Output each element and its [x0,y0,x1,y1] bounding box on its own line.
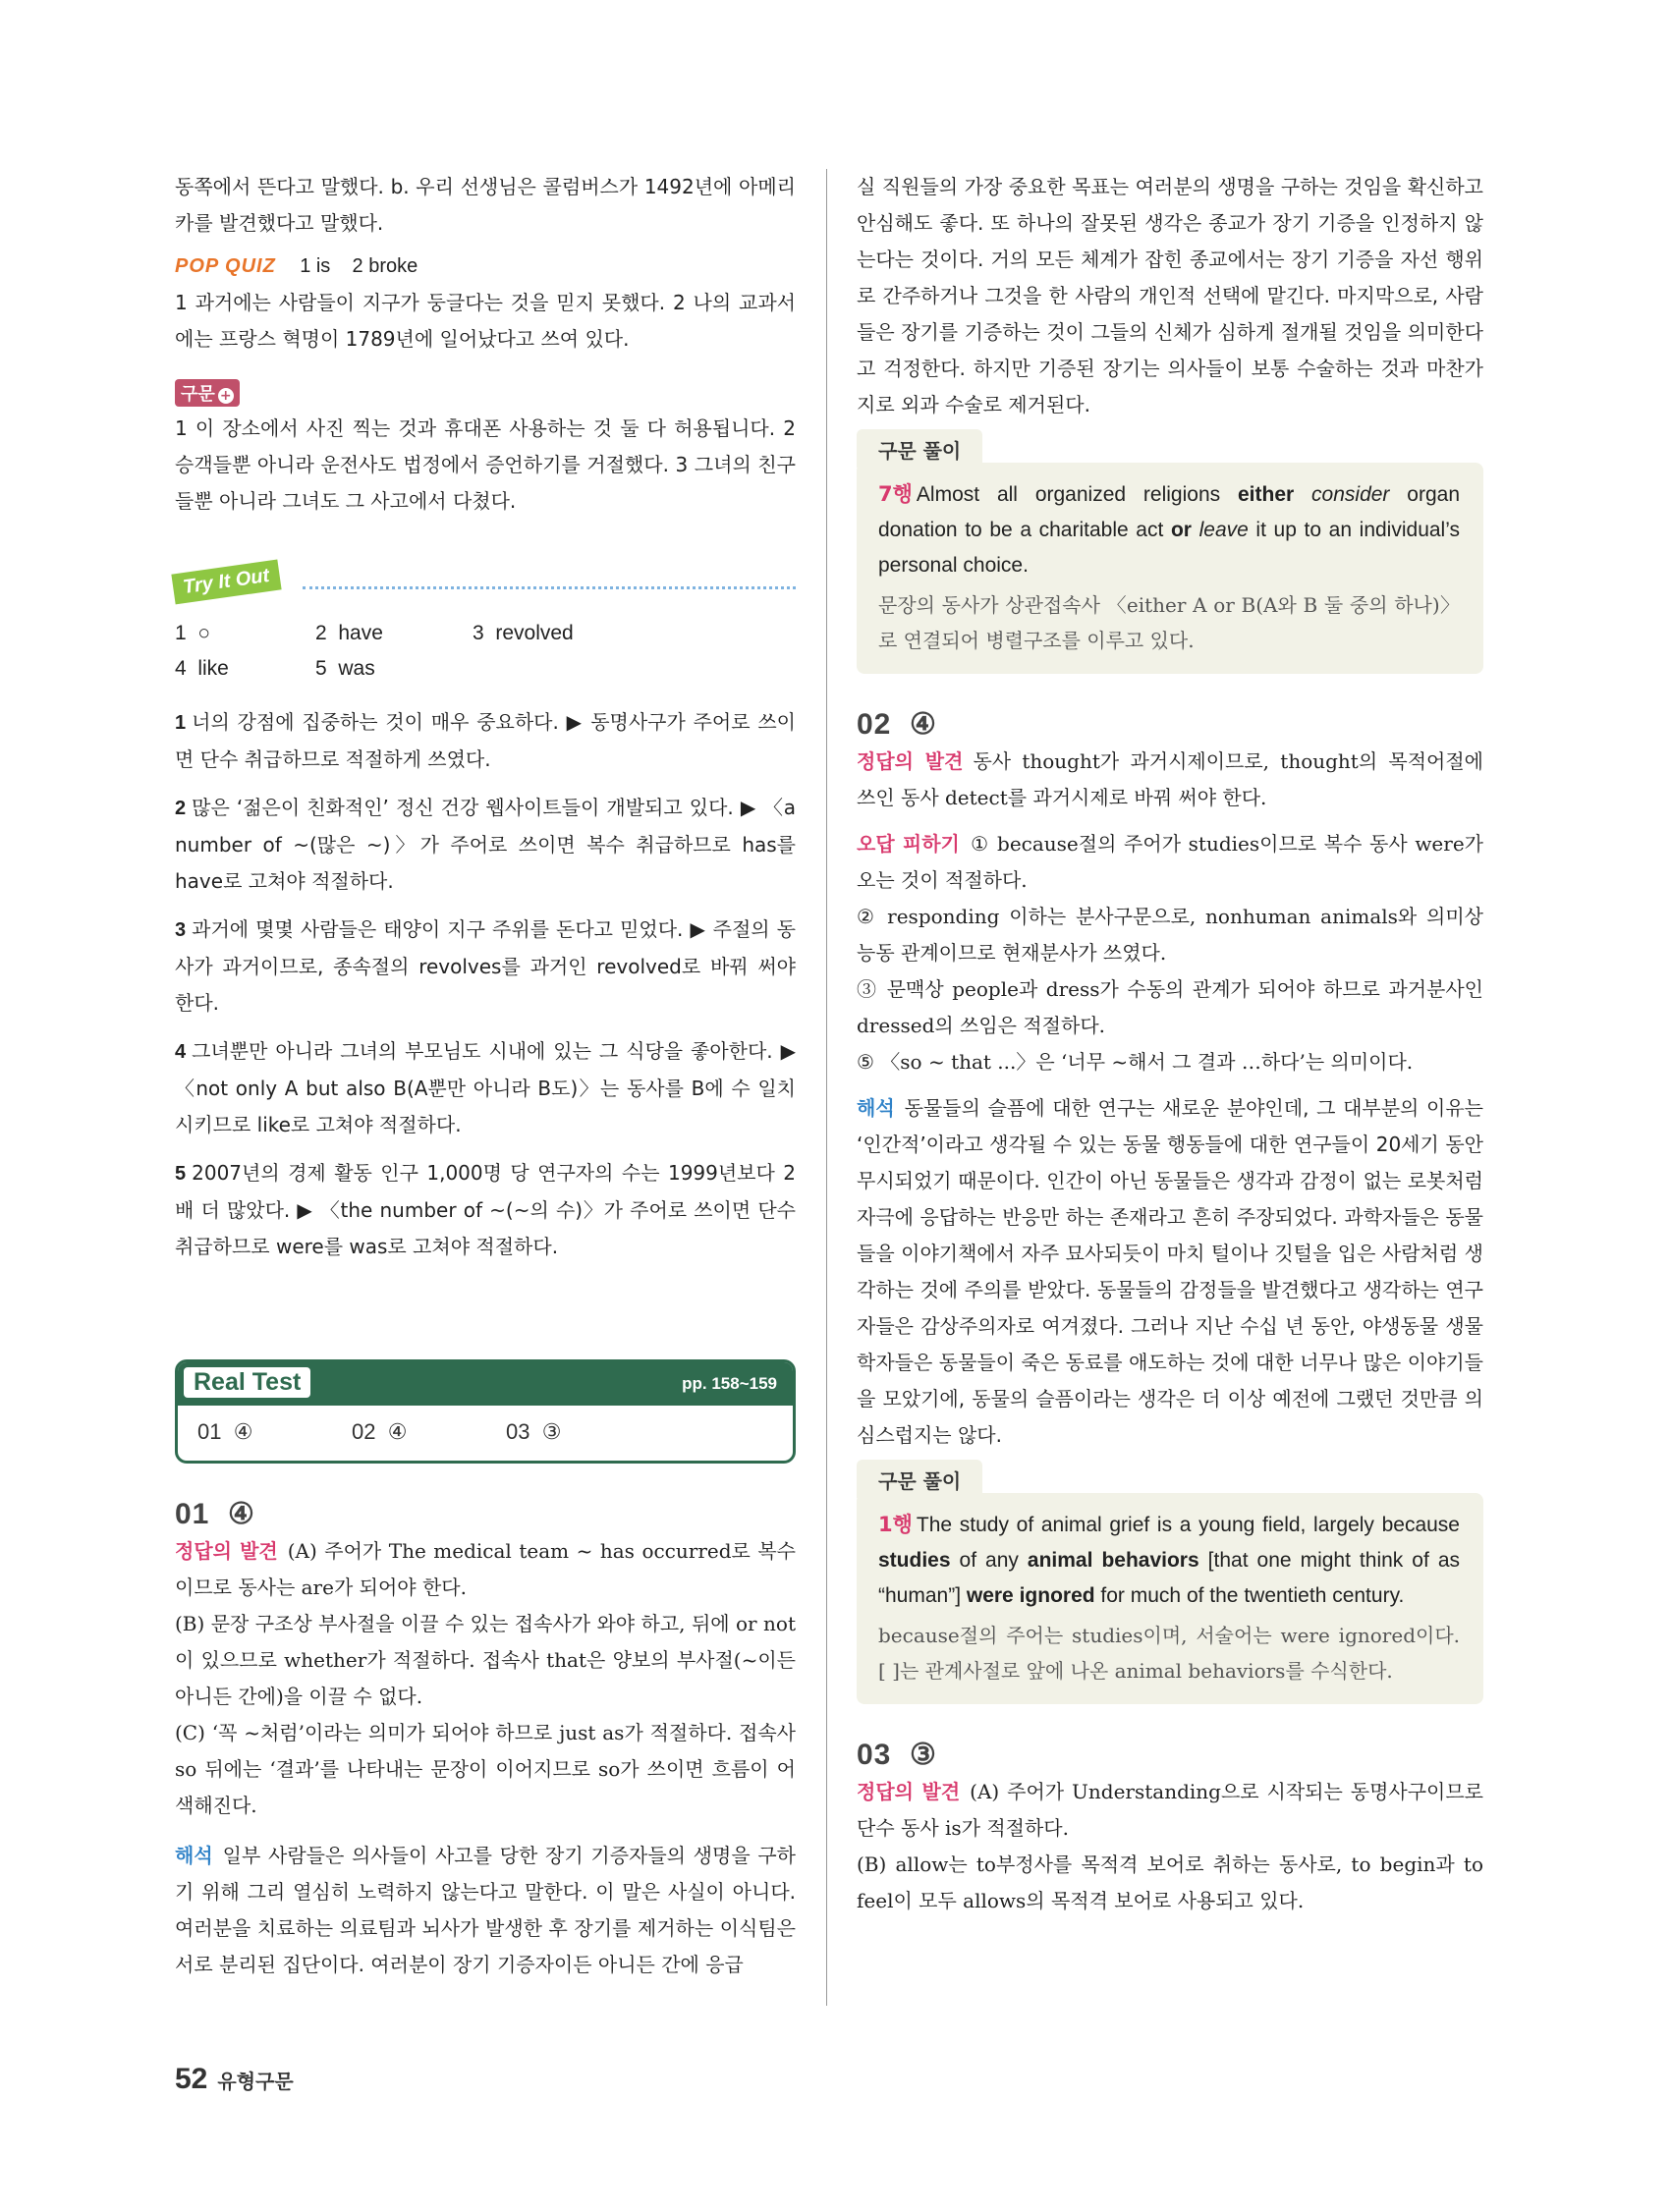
real-test-box [175,1359,796,1464]
q02-answer [857,744,1483,816]
q01-answer-c: (C) ‘꼭 ~처럼’이라는 의미가 되어야 하므로 just as가 적절하다. 접속사 so 뒤에는 ‘결과’를 나타내는 문장이 이어지므로 so가 쓰이면 흐름이 어색해진다. [175,1721,796,1817]
sentence-part: of any [950,1549,1028,1572]
real-answer-03: 03 ③ [506,1419,562,1444]
syntax-guide-sentence [878,1507,1460,1614]
try-it-out-badge: Try It Out [171,560,281,605]
try-answer-2: 2 have [315,622,383,644]
page-number: 52 [175,2063,208,2095]
q02-answer-text: 동사 thought가 과거시제이므로, thought의 목적어절에 쓰인 동사 detect를 과거시제로 바꿔 써야 한다. [857,749,1483,809]
real-test-answers [178,1406,793,1461]
explanation-text: 많은 ‘젊은이 친화적인’ 정신 건강 웹사이트들이 개발되고 있다. ▶ 〈a number of ~(많은 ~)〉가 주어로 쓰이면 복수 취급하므로 has를 have로 고쳐야 적절하다. [175,796,796,893]
q02-translation-text: 동물들의 슬픔에 대한 연구는 새로운 분야인데, 그 대부분의 이유는 ‘인간적’이라고 생각될 수 있는 동물 행동들에 대한 연구들이 20세기 동안 무시되었기 때문이다. 인간이 아닌 동물들은 생각과 감정이 없는 로봇처럼 자극에 응답하는 반응만 하는 존재라고 흔히 주장되었다. 과학자들은 동물들을 이야기책에서 자주 묘사되듯이 마치 털이나 깃털을 입은 사람처럼 생각하는 것에 주의를 받았다. 동물들의 감정들을 발견했다고 생각하는 연구자들은 감상주의자로 여겨졌다. 그러나 지난 수십 년 동안, 야생동물 생물학자들은 동물들이 죽은 동료를 애도하는 것에 대한 너무나 많은 이야기들을 모았기에, 동물의 슬픔이라는 생각은 더 이상 예전에 그랬던 것만큼 의심스럽지는 않다. [857,1096,1483,1447]
column-divider [826,169,827,2006]
explanation-text: 2007년의 경제 활동 인구 1,000명 당 연구자의 수는 1999년보다 2배 더 많았다. ▶ 〈the number of ~(~의 수)〉가 주어로 쓰이면 단수 취급하므로 were를 was로 고쳐야 적절하다. [175,1161,796,1258]
explanation-text: 그녀뿐만 아니라 그녀의 부모님도 시내에 있는 그 식당을 좋아한다. ▶ 〈not only A but also B(A뿐만 아니라 B도)〉는 동사를 B에 수 일치시키므로 like로 고쳐야 적절하다. [175,1039,796,1136]
explanation-num: 2 [175,798,187,819]
real-answer-01: 01 ④ [197,1419,253,1444]
q02-wrong-2: ② responding 이하는 분사구문으로, nonhuman animals와 의미상 능동 관계이므로 현재분사가 쓰였다. [857,905,1483,965]
explanation-2 [175,790,796,900]
question-01-title: 01 ④ [175,1498,255,1530]
explanation-4 [175,1033,796,1143]
sentence-bold: studies [878,1549,951,1572]
q01-translation-cont: 실 직원들의 가장 중요한 목표는 여러분의 생명을 구하는 것임을 확신하고 안심해도 좋다. 또 하나의 잘못된 생각은 종교가 장기 기증을 인정하지 않는다는 것이다. 거의 모든 체계가 잡힌 종교에서는 장기 기증을 자선 행위로 간주하거나 그것을 한 사람의 개인적 선택에 맡긴다. 마지막으로, 사람들은 장기를 기증하는 것이 그들의 신체가 심하게 절개될 것임을 의미한다고 걱정한다. 하지만 기증된 장기는 의사들이 보통 수술하는 것과 마찬가지로 외과 수술로 제거된다. [857,175,1483,416]
sentence-bold: or [1170,519,1192,541]
answer-label: 정답의 발견 [857,749,964,773]
syntax-guide-note: 문장의 동사가 상관접속사 〈either A or B(A와 B 둘 중의 하나)〉로 연결되어 병렬구조를 이루고 있다. [878,593,1460,652]
syntax-guide-2 [857,1469,1483,1704]
q03-answer-a [857,1774,1483,1847]
q03-answer-b: (B) allow는 to부정사를 목적격 보어로 취하는 동사로, to begin과 to feel이 모두 allows의 목적격 보어로 사용되고 있다. [857,1853,1483,1912]
page-footer [175,2063,294,2096]
sentence-part [1192,519,1199,541]
q01-translation [175,1838,796,1983]
answer-label: 정답의 발견 [857,1780,961,1803]
right-column [857,169,1483,1919]
syntax-guide-1 [857,439,1483,674]
gumun-label: 구문 [181,384,215,405]
pop-quiz-answers: 1 is 2 broke [300,255,418,277]
sentence-part: it up to an individual’s personal choice. [878,519,1461,577]
q01-answer-a [175,1533,796,1606]
try-it-out-header [175,561,796,616]
q02-wrong-text: ① because절의 주어가 studies이므로 복수 동사 were가 오는 것이 적절하다. [857,832,1483,892]
row-number: 1행 [878,1513,913,1536]
sentence-bold: animal behaviors [1027,1549,1199,1572]
answer-label: 정답의 발견 [175,1539,278,1563]
explanation-1 [175,704,796,778]
pop-quiz-logo: POP QUIZ [175,255,276,277]
explanation-num: 1 [175,712,187,734]
real-test-header [178,1362,793,1406]
pop-quiz [175,248,796,285]
sentence-part: Almost all organized religions [916,483,1238,506]
wrong-label: 오답 피하기 [857,832,960,856]
gumun-plus-tag [175,379,240,407]
explanation-num: 4 [175,1041,187,1063]
sentence-part: The study of animal grief is a young field, largely because [916,1514,1460,1536]
sentence-part: for much of the twentieth century. [1094,1584,1405,1607]
explanation-text: 과거에 몇몇 사람들은 태양이 지구 주위를 돈다고 믿었다. ▶ 주절의 동사가 과거이므로, 종속절의 revolves를 과거인 revolved로 바꿔 써야 한다. [175,917,796,1015]
try-it-out-answers [175,616,796,687]
try-answer-3: 3 revolved [473,622,574,644]
q02-wrong-3: ③ 문맥상 people과 dress가 수동의 관계가 되어야 하므로 과거분사인 dressed의 쓰임은 적절하다. [857,977,1483,1037]
explanation-num: 3 [175,919,187,941]
explanation-3 [175,912,796,1022]
sentence-part [1294,483,1311,506]
q01-answer-b: (B) 문장 구조상 부사절을 이끌 수 있는 접속사가 와야 하고, 뒤에 or not이 있으므로 whether가 적절하다. 접속사 that은 양보의 부사절(~이든 아니든 간에)을 이끌 수 없다. [175,1612,796,1708]
sentence-part: organ donation to be a charitable act [878,483,1461,541]
section-name: 유형구문 [217,2070,294,2093]
syntax-guide-note: because절의 주어는 studies이며, 서술어는 were ignored이다. [ ]는 관계사절로 앞에 나온 animal behaviors를 수식한다. [878,1624,1460,1683]
q01-answer-a-text: (A) 주어가 The medical team ~ has occurred로 복수이므로 동사는 are가 되어야 한다. [175,1539,796,1599]
explanation-num: 5 [175,1163,187,1185]
translation-label: 해석 [857,1096,895,1120]
dotted-divider [303,586,796,589]
syntax-guide-sentence [878,476,1460,583]
intro-text: 동쪽에서 뜬다고 말했다. b. 우리 선생님은 콜럼버스가 1492년에 아메리카를 발견했다고 말했다. [175,175,796,235]
try-answer-1: 1 ○ [175,622,211,644]
sentence-italic: leave [1198,519,1249,541]
sentence-italic: consider [1311,483,1390,506]
try-answer-4: 4 like [175,657,229,680]
sentence-part: [that one might think of as “human”] [878,1549,1460,1607]
real-test-title: Real Test [184,1367,310,1398]
sentence-bold: either [1237,483,1295,506]
q03-answer-a-text: (A) 주어가 Understanding으로 시작되는 동명사구이므로 단수 동사 is가 적절하다. [857,1780,1483,1840]
real-answer-02: 02 ④ [352,1419,408,1444]
translation-label: 해석 [175,1844,213,1867]
sentence-bold: were ignored [966,1584,1095,1607]
pop-quiz-translation: 1 과거에는 사람들이 지구가 둥글다는 것을 믿지 못했다. 2 나의 교과서에는 프랑스 혁명이 1789년에 일어났다고 쓰여 있다. [175,291,796,351]
explanation-text: 너의 강점에 집중하는 것이 매우 중요하다. ▶ 동명사구가 주어로 쓰이면 단수 취급하므로 적절하게 쓰였다. [175,710,796,771]
q02-wrong-1 [857,826,1483,899]
q02-wrong-5: ⑤ 〈so ~ that ...〉은 ‘너무 ~해서 그 결과 …하다’는 의미이다. [857,1050,1414,1074]
syntax-guide-tab: 구문 풀이 [857,429,982,468]
question-02-title: 02 ④ [857,708,937,741]
left-column [175,169,796,1983]
real-test-pages: pp. 158~159 [682,1374,777,1393]
row-number: 7행 [878,482,913,506]
try-answer-5: 5 was [315,657,375,680]
explanation-5 [175,1155,796,1265]
plus-icon: + [218,388,234,404]
syntax-guide-tab: 구문 풀이 [857,1460,982,1498]
q01-translation-text: 일부 사람들은 의사들이 사고를 당한 장기 기증자들의 생명을 구하기 위해 그리 열심히 노력하지 않는다고 말한다. 이 말은 사실이 아니다. 여러분을 치료하는 의료팀과 뇌사가 발생한 후 장기를 제거하는 이식팀은 서로 분리된 집단이다. 여러분이 장기 기증자이든 아니든 간에 응급 [175,1844,796,1976]
q02-translation [857,1090,1483,1454]
question-03-title: 03 ③ [857,1739,937,1771]
gumun-text: 1 이 장소에서 사진 찍는 것과 휴대폰 사용하는 것 둘 다 허용됩니다. 2 승객들뿐 아니라 운전사도 법정에서 증언하기를 거절했다. 3 그녀의 친구들뿐 아니라 그녀도 그 사고에서 다쳤다. [175,416,796,513]
